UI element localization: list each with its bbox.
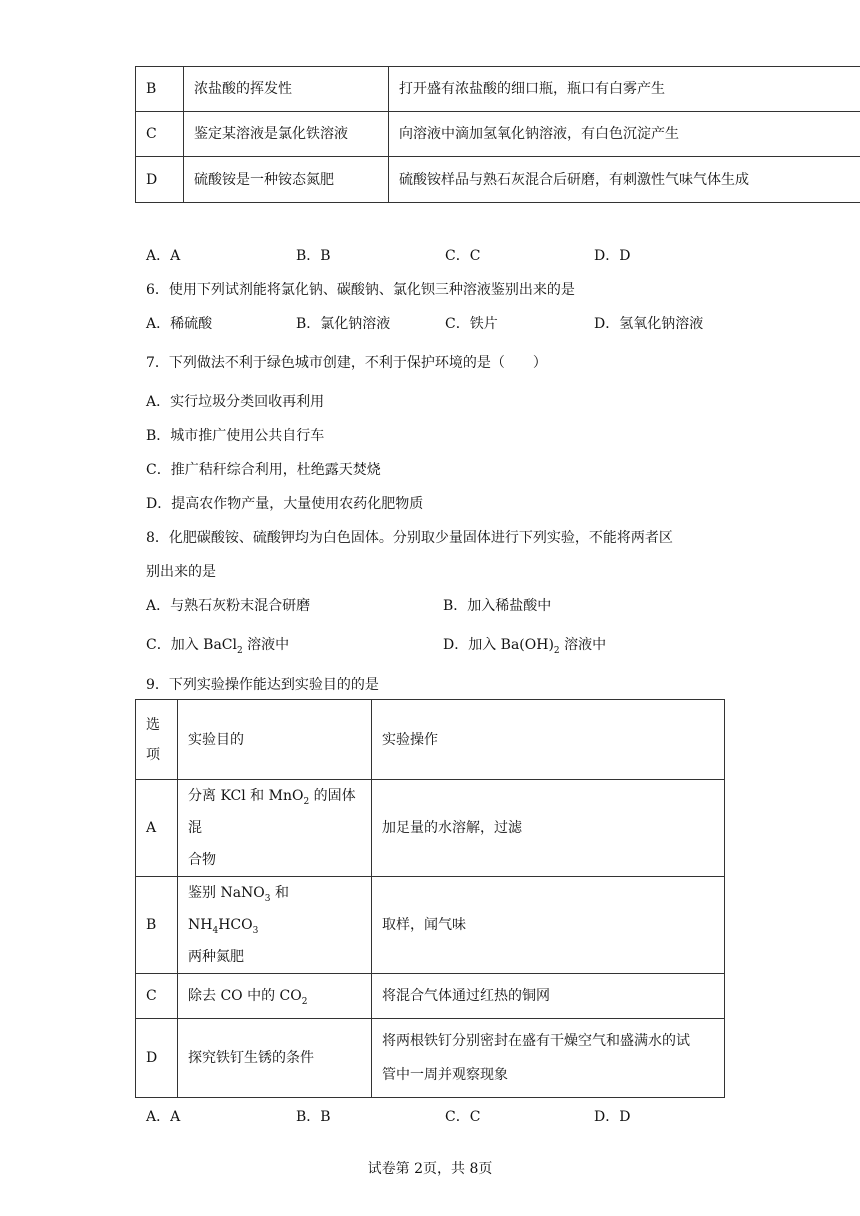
- q5-option-d[interactable]: D．D: [594, 248, 631, 264]
- cell-operation: 将混合气体通过红热的铜网: [372, 974, 725, 1019]
- table-header-row: [136, 700, 725, 780]
- q9-stem: 9．下列实验操作能达到实验目的的是: [146, 677, 379, 693]
- cell-purpose: 浓盐酸的挥发性: [184, 67, 389, 112]
- q5-option-a[interactable]: A．A: [146, 248, 181, 264]
- q6-option-a[interactable]: A．稀硫酸: [146, 316, 213, 332]
- cell-purpose: 探究铁钉生锈的条件: [178, 1019, 372, 1098]
- cell-operation: 硫酸铵样品与熟石灰混合后研磨，有刺激性气味气体生成: [389, 157, 860, 203]
- q7-option-b[interactable]: B．城市推广使用公共自行车: [146, 428, 325, 444]
- q9-option-a[interactable]: A．A: [146, 1109, 181, 1125]
- cell-label: D: [136, 157, 184, 203]
- cell-label: D: [136, 1019, 178, 1098]
- cell-label: C: [136, 974, 178, 1019]
- table-experiments-1: [135, 66, 860, 203]
- q7-option-d[interactable]: D．提高农作物产量，大量使用农药化肥物质: [146, 496, 424, 512]
- cell-label: B: [136, 67, 184, 112]
- cell-operation: 打开盛有浓盐酸的细口瓶，瓶口有白雾产生: [389, 67, 860, 112]
- table-row: [136, 974, 725, 1019]
- cell-operation: 向溶液中滴加氢氧化钠溶液，有白色沉淀产生: [389, 112, 860, 157]
- header-purpose: 实验目的: [178, 700, 372, 780]
- q6-option-c[interactable]: C．铁片: [445, 316, 498, 332]
- cell-purpose: 分离 KCl 和 MnO$_2$ 的固体混 合物: [178, 780, 372, 877]
- q6-option-d[interactable]: D．氢氧化钠溶液: [594, 316, 704, 332]
- table-experiments-2: [135, 699, 725, 1098]
- q6-stem: 6．使用下列试剂能将氯化钠、碳酸钠、氯化钡三种溶液鉴别出来的是: [146, 282, 575, 298]
- cell-operation: 将两根铁钉分别密封在盛有干燥空气和盛满水的试 管中一周并观察现象: [372, 1019, 725, 1098]
- cell-purpose: 硫酸铵是一种铵态氮肥: [184, 157, 389, 203]
- q8-option-a[interactable]: A．与熟石灰粉末混合研磨: [146, 598, 311, 614]
- q8-option-b[interactable]: B．加入稀盐酸中: [443, 598, 552, 614]
- table-row: [136, 112, 860, 157]
- table-row: [136, 877, 725, 974]
- cell-purpose: 除去 CO 中的 $CO_2$: [178, 974, 372, 1019]
- q5-option-c[interactable]: C．C: [445, 248, 481, 264]
- cell-operation: 取样，闻气味: [372, 877, 725, 974]
- cell-label: A: [136, 780, 178, 877]
- cell-purpose: 鉴定某溶液是氯化铁溶液: [184, 112, 389, 157]
- q9-option-d[interactable]: D．D: [594, 1109, 631, 1125]
- q7-option-a[interactable]: A．实行垃圾分类回收再利用: [146, 394, 325, 410]
- table-row: [136, 1019, 725, 1098]
- cell-label: B: [136, 877, 178, 974]
- page-footer: 试卷第 2页，共 8页: [367, 1161, 493, 1177]
- q8-stem-line2: 别出来的是: [146, 564, 216, 580]
- q9-option-b[interactable]: B．B: [296, 1109, 331, 1125]
- q8-option-d[interactable]: D．加入 $Ba(OH)_2$ 溶液中: [443, 637, 607, 656]
- q7-stem: 7．下列做法不利于绿色城市创建，不利于保护环境的是（ ）: [146, 355, 547, 371]
- cell-operation: 加足量的水溶解，过滤: [372, 780, 725, 877]
- cell-label: C: [136, 112, 184, 157]
- cell-purpose: 鉴别 NaNO$_3$ 和 $NH_4HCO_3$ 两种氮肥: [178, 877, 372, 974]
- q8-stem-line1: 8．化肥碳酸铵、硫酸钾均为白色固体。分别取少量固体进行下列实验，不能将两者区: [146, 530, 673, 546]
- q7-option-c[interactable]: C．推广秸秆综合利用，杜绝露天焚烧: [146, 462, 381, 478]
- q8-option-c[interactable]: C．加入 BaCl$_2$ 溶液中: [146, 637, 290, 656]
- q6-option-b[interactable]: B．氯化钠溶液: [296, 316, 391, 332]
- table-row: [136, 67, 860, 112]
- q9-option-c[interactable]: C．C: [445, 1109, 481, 1125]
- header-label: 选 项: [136, 700, 178, 780]
- table-row: [136, 157, 860, 203]
- table-row: [136, 780, 725, 877]
- q5-option-b[interactable]: B．B: [296, 248, 331, 264]
- header-operation: 实验操作: [372, 700, 725, 780]
